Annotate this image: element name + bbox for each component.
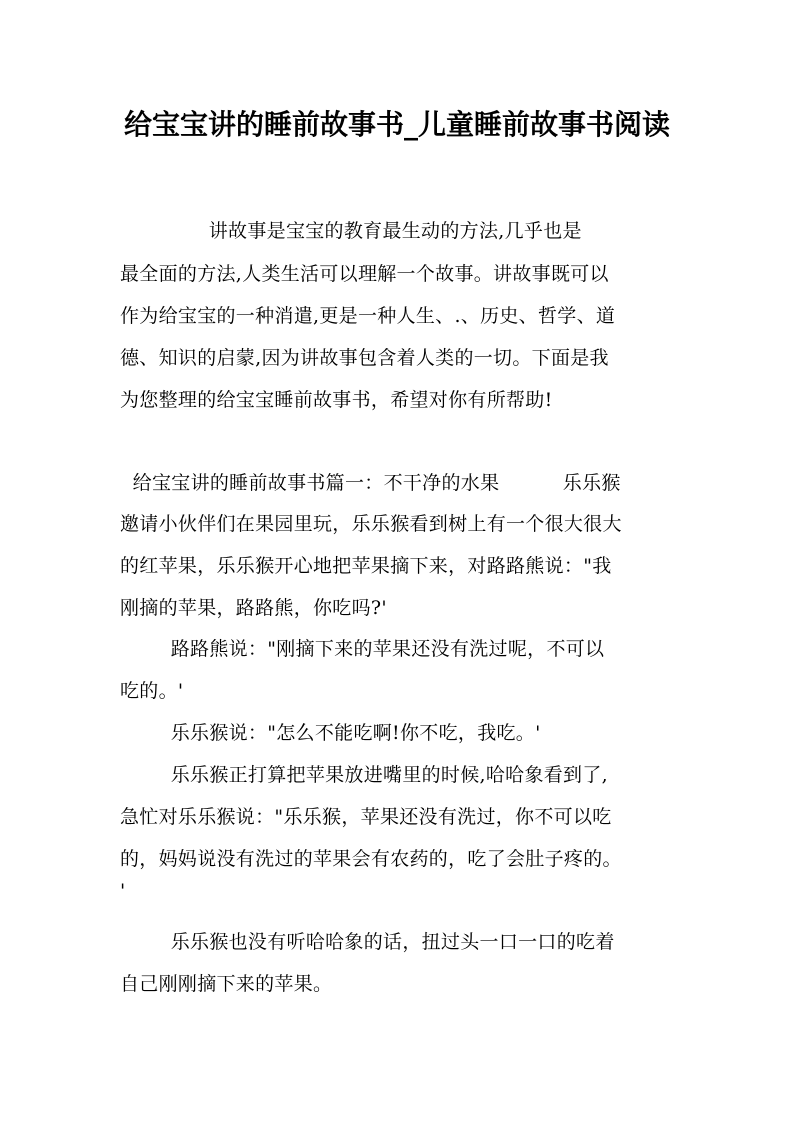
body-line: 乐乐猴说："怎么不能吃啊!你不吃，我吃。': [120, 722, 541, 744]
body-line: 乐乐猴也没有听哈哈象的话，扭过头一口一口的吃着: [120, 931, 615, 953]
body-line: 最全面的方法,人类生活可以理解一个故事。讲故事既可以: [120, 263, 609, 285]
body-line: 为您整理的给宝宝睡前故事书，希望对你有所帮助!: [120, 389, 553, 411]
document-title: 给宝宝讲的睡前故事书_儿童睡前故事书阅读: [123, 108, 670, 141]
body-line: 路路熊说："刚摘下来的苹果还没有洗过呢，不可以: [120, 638, 605, 660]
body-line: 德、知识的启蒙,因为讲故事包含着人类的一切。下面是我: [120, 347, 609, 369]
body-line: 乐乐猴正打算把苹果放进嘴里的时候,哈哈象看到了,: [120, 764, 608, 786]
body-line: 自己刚刚摘下来的苹果。: [120, 973, 333, 995]
body-line: 的红苹果，乐乐猴开心地把苹果摘下来，对路路熊说："我: [120, 555, 612, 577]
body-line: 急忙对乐乐猴说："乐乐猴，苹果还没有洗过，你不可以吃: [120, 806, 612, 828]
body-line: 讲故事是宝宝的教育最生动的方法,几乎也是: [120, 220, 582, 242]
body-line: 邀请小伙伴们在果园里玩，乐乐猴看到树上有一个很大很大: [120, 513, 622, 535]
body-line: 作为给宝宝的一种消遣,更是一种人生、.、历史、哲学、道: [120, 305, 616, 327]
body-line: 的，妈妈说没有洗过的苹果会有农药的，吃了会肚子疼的。: [120, 848, 622, 870]
body-line: 刚摘的苹果，路路熊，你吃吗?': [120, 597, 387, 619]
body-line: 给宝宝讲的睡前故事书篇一：不干净的水果 乐乐猴: [120, 472, 621, 494]
body-line: 吃的。': [120, 680, 184, 702]
body-line: ': [120, 880, 126, 902]
